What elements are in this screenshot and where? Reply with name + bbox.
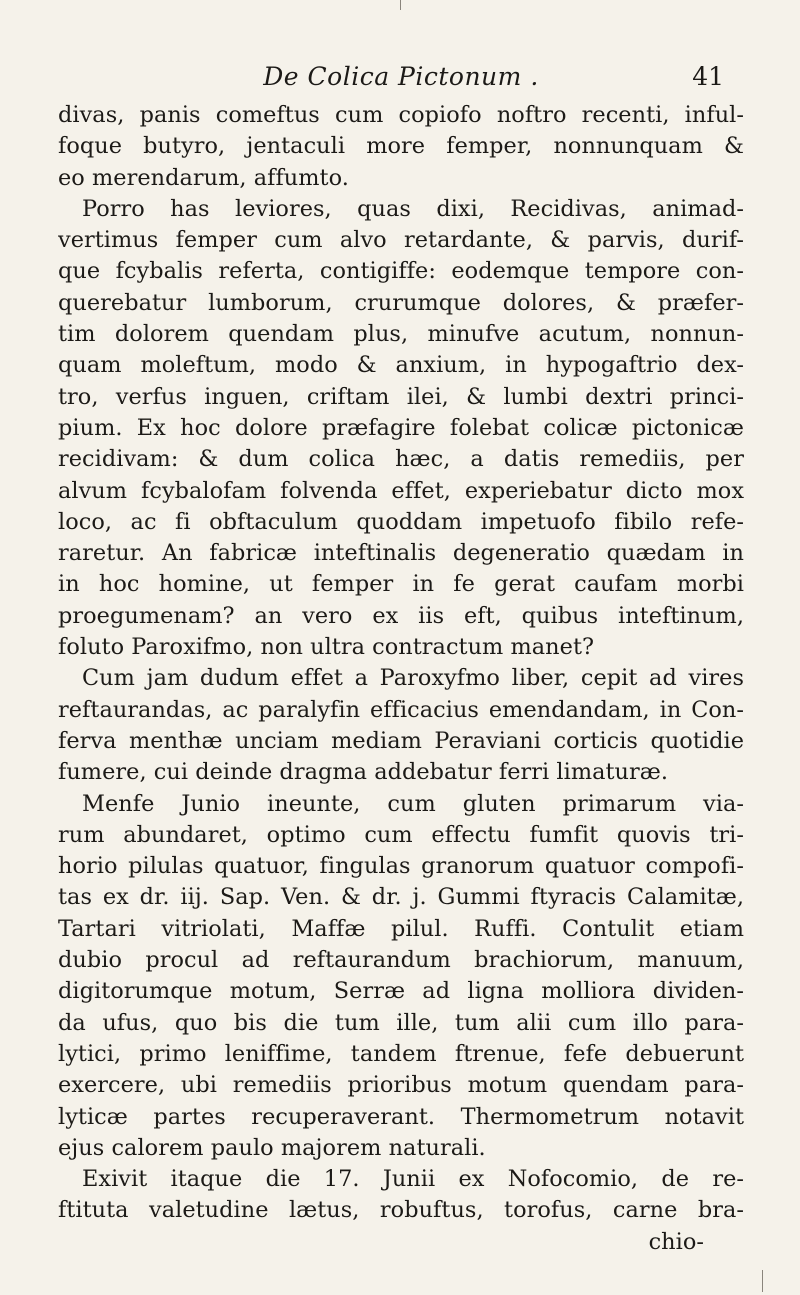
running-title: De Colica Pictonum . bbox=[263, 62, 539, 91]
page-number: 41 bbox=[692, 62, 724, 91]
text-line: foque butyro, jentaculi more femper, nonnunquam & bbox=[58, 133, 744, 160]
text-line: in hoc homine, ut femper in fe gerat caufam morbi bbox=[58, 571, 744, 598]
text-line: horio pilulas quatuor, fingulas granorum quatuor compofi- bbox=[58, 853, 744, 880]
text-line: proegumenam? an vero ex iis eft, quibus inteftinum, bbox=[58, 602, 744, 629]
text-line: vertimus femper cum alvo retardante, & parvis, durif- bbox=[58, 227, 744, 254]
text-line: eo merendarum, affumto. bbox=[58, 164, 349, 191]
text-line: Porro has leviores, quas dixi, Recidivas, animad- bbox=[82, 195, 744, 222]
text-line: Tartari vitriolati, Maffæ pilul. Ruffi. Contulit etiam bbox=[58, 915, 744, 942]
text-line: ferva menthæ unciam mediam Peraviani corticis quotidie bbox=[58, 727, 744, 754]
text-line: que fcybalis referta, contigiffe: eodemque tempore con- bbox=[58, 258, 744, 285]
text-line: querebatur lumborum, crurumque dolores, & præfer- bbox=[58, 289, 744, 316]
text-line: ejus calorem paulo majorem naturali. bbox=[58, 1134, 486, 1161]
text-line: digitorumque motum, Serræ ad ligna molliora dividen- bbox=[58, 978, 744, 1005]
text-line: Cum jam dudum effet a Paroxyfmo liber, cepit ad vires bbox=[82, 665, 744, 692]
text-line: quam moleftum, modo & anxium, in hypogaftrio dex- bbox=[58, 352, 744, 379]
text-line: reftaurandas, ac paralyfin efficacius emendandam, in Con- bbox=[58, 696, 744, 723]
text-line: fumere, cui deinde dragma addebatur ferri limaturæ. bbox=[58, 759, 669, 786]
catchword: chio- bbox=[648, 1228, 704, 1255]
text-line: da ufus, quo bis die tum ille, tum alii cum illo para- bbox=[58, 1009, 744, 1036]
text-line: alvum fcybalofam folvenda effet, experiebatur dicto mox bbox=[58, 477, 744, 504]
text-line: recidivam: & dum colica hæc, a datis remediis, per bbox=[58, 446, 744, 473]
text-line: lytici, primo leniffime, tandem ftrenue, fefe debuerunt bbox=[58, 1040, 744, 1067]
text-line: raretur. An fabricæ inteftinalis degeneratio quædam in bbox=[58, 540, 744, 567]
text-line: tim dolorem quendam plus, minufve acutum, nonnun- bbox=[58, 321, 744, 348]
text-line: Exivit itaque die 17. Junii ex Nofocomio, de re- bbox=[82, 1166, 744, 1193]
text-line: tas ex dr. iij. Sap. Ven. & dr. j. Gummi ftyracis Calamitæ, bbox=[58, 884, 744, 911]
text-line: dubio procul ad reftaurandum brachiorum, manuum, bbox=[58, 947, 744, 974]
text-line: foluto Paroxifmo, non ultra contractum manet? bbox=[58, 634, 595, 661]
text-line: exercere, ubi remediis prioribus motum quendam para- bbox=[58, 1072, 744, 1099]
text-line: pium. Ex hoc dolore præfagire folebat colicæ pictonicæ bbox=[58, 414, 744, 441]
text-line: lyticæ partes recuperaverant. Thermometrum notavit bbox=[58, 1103, 744, 1130]
text-line: ftituta valetudine lætus, robuftus, torofus, carne bra- bbox=[58, 1197, 744, 1224]
text-body bbox=[58, 100, 744, 1258]
text-line: divas, panis comeftus cum copiofo noftro recenti, inful- bbox=[58, 102, 744, 128]
text-line: Menfe Junio ineunte, cum gluten primarum via- bbox=[82, 790, 744, 817]
gutter-mark-bottom bbox=[762, 1270, 763, 1292]
text-line: rum abundaret, optimo cum effectu fumfit quovis tri- bbox=[58, 821, 744, 848]
text-line: tro, verfus inguen, criftam ilei, & lumbi dextri princi- bbox=[58, 383, 744, 410]
text-line: loco, ac fi obftaculum quoddam impetuofo fibilo refe- bbox=[58, 508, 744, 535]
running-head bbox=[58, 62, 744, 96]
gutter-mark-top bbox=[400, 0, 401, 10]
